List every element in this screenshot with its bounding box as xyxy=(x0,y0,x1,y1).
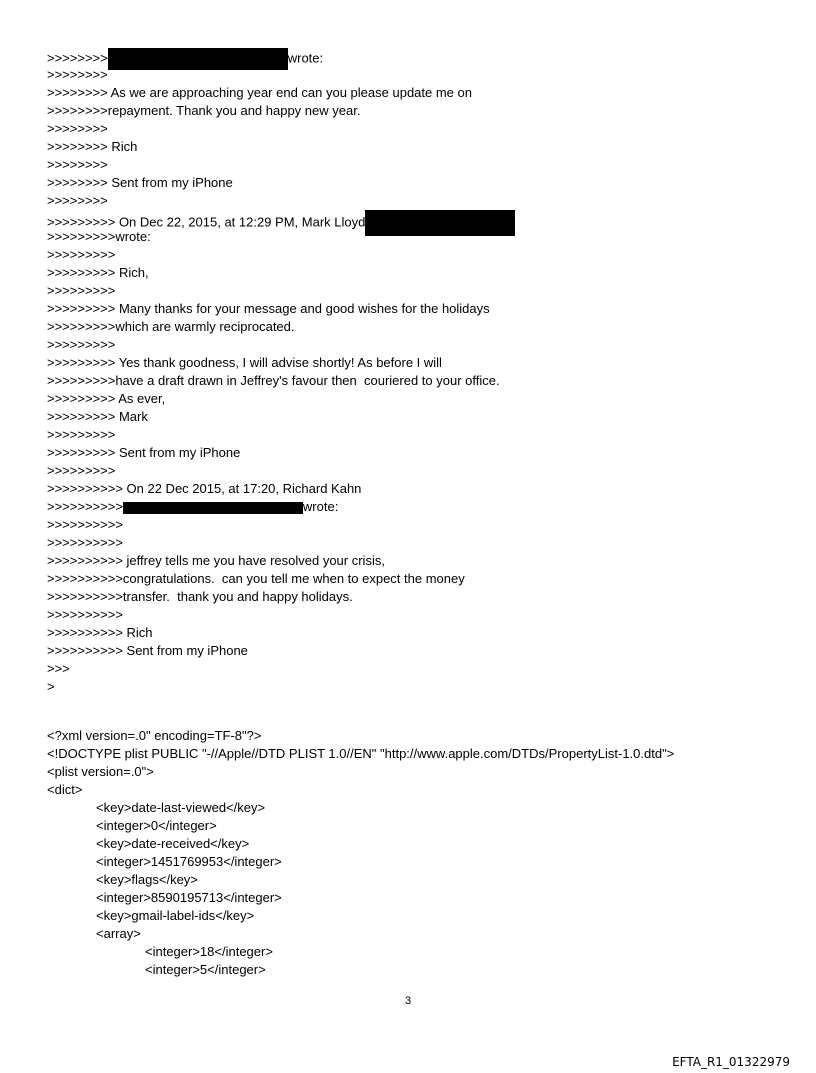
plist-line: <key>date-received</key> xyxy=(96,836,250,851)
email-line-text: >>>>>>>>> xyxy=(47,337,116,352)
email-line-text: >>>>>>>>>wrote: xyxy=(47,229,151,244)
email-line-text: >>>>>>>>> xyxy=(47,247,116,262)
bates-number: EFTA_R1_01322979 xyxy=(672,1055,790,1069)
email-line xyxy=(47,354,787,372)
email-line xyxy=(47,498,787,516)
quoted-email-thread xyxy=(47,48,787,696)
email-line-text: >>>>>>>> xyxy=(47,193,108,208)
email-line xyxy=(47,552,787,570)
email-line-text: >>>>>>>>> Rich, xyxy=(47,265,149,280)
email-line xyxy=(47,372,787,390)
plist-line: <key>date-last-viewed</key> xyxy=(96,800,266,815)
email-line-text: wrote: xyxy=(287,50,324,66)
email-line-text: >>>>>>>>>have a draft drawn in Jeffrey's favour then couriered to your office. xyxy=(47,373,500,388)
email-line-text: >>>>>>>> xyxy=(47,67,108,82)
email-line-text: >>>>>>>> xyxy=(47,50,108,66)
email-line-text: >>>>>>>>>> Rich xyxy=(47,625,153,640)
redaction-bar xyxy=(123,502,303,514)
email-line-text: >>>>>>>>repayment. Thank you and happy new year. xyxy=(47,103,361,118)
email-line xyxy=(47,408,787,426)
email-line-text: >>>>>>>>> Yes thank goodness, I will advise shortly! As before I will xyxy=(47,355,442,370)
email-line-text: >>>>>>>>> xyxy=(47,283,116,298)
email-line xyxy=(47,624,787,642)
email-line-text: >>>>>>>>>>congratulations. can you tell me when to expect the money xyxy=(47,571,465,586)
plist-line: <?xml version=.0" encoding=TF-8"?> xyxy=(47,728,262,743)
email-line xyxy=(47,678,787,696)
plist-line: <plist version=.0"> xyxy=(47,764,154,779)
email-line xyxy=(47,138,787,156)
email-line-text: >>>>>>>>>> xyxy=(47,607,123,622)
email-line xyxy=(47,174,787,192)
email-line-text: >>>>>>>> xyxy=(47,121,108,136)
plist-line: <integer>5</integer> xyxy=(145,962,266,977)
email-line-text: >>>>>>>> Rich xyxy=(47,139,138,154)
email-line xyxy=(47,570,787,588)
email-line-text: >>>>>>>>> Sent from my iPhone xyxy=(47,445,241,460)
email-line xyxy=(47,120,787,138)
email-line xyxy=(47,444,787,462)
email-line xyxy=(47,192,787,210)
email-line xyxy=(47,534,787,552)
email-line-text: >>>>>>>> xyxy=(47,157,108,172)
email-line-text: >>>>>>>>> xyxy=(47,427,116,442)
email-line xyxy=(47,318,787,336)
plist-line: <integer>0</integer> xyxy=(96,818,217,833)
email-line xyxy=(47,588,787,606)
plist-line: <integer>1451769953</integer> xyxy=(96,854,282,869)
email-line xyxy=(47,336,787,354)
email-line-text: >>>>>>>>>which are warmly reciprocated. xyxy=(47,319,295,334)
email-line xyxy=(47,102,787,120)
email-line-text: >>>>>>>>> On Dec 22, 2015, at 12:29 PM, Mark Lloyd xyxy=(47,214,366,230)
plist-line: <array> xyxy=(96,926,141,941)
email-line xyxy=(47,480,787,498)
email-line xyxy=(47,390,787,408)
email-line xyxy=(47,228,787,246)
email-line xyxy=(47,48,787,66)
email-line xyxy=(47,660,787,678)
email-line-text: >>>>>>>>> As ever, xyxy=(47,391,166,406)
plist-line: <key>flags</key> xyxy=(96,872,198,887)
email-line-text: >>>>>>>>>> xyxy=(47,535,123,550)
email-line xyxy=(47,516,787,534)
email-line-text: >>>>>>>>>> Sent from my iPhone xyxy=(47,643,248,658)
email-line xyxy=(47,606,787,624)
email-line xyxy=(47,282,787,300)
plist-line: <integer>18</integer> xyxy=(145,944,273,959)
email-line xyxy=(47,246,787,264)
email-line xyxy=(47,210,787,228)
email-line xyxy=(47,642,787,660)
plist-metadata xyxy=(47,727,787,979)
email-line-text: >>>>>>>> As we are approaching year end can you please update me on xyxy=(47,85,472,100)
page-number: 3 xyxy=(404,995,412,1007)
plist-line: <key>gmail-label-ids</key> xyxy=(96,908,255,923)
plist-line: <integer>8590195713</integer> xyxy=(96,890,282,905)
email-line-text: >>>>>>>>> Many thanks for your message and good wishes for the holidays xyxy=(47,301,490,316)
email-line xyxy=(47,84,787,102)
email-line xyxy=(47,66,787,84)
email-line-text: >>>>>>>>>> On 22 Dec 2015, at 17:20, Richard Kahn xyxy=(47,481,362,496)
email-line-text: >>>>>>>>>>transfer. thank you and happy holidays. xyxy=(47,589,353,604)
email-line-text: >>>>>>>>>> jeffrey tells me you have resolved your crisis, xyxy=(47,553,385,568)
email-line xyxy=(47,462,787,480)
email-line xyxy=(47,426,787,444)
plist-line: <dict> xyxy=(47,782,83,797)
email-line xyxy=(47,264,787,282)
email-line-text: >>>>>>>>>> xyxy=(47,499,123,514)
email-line-text: > xyxy=(47,679,55,694)
email-line-text: >>>>>>>> Sent from my iPhone xyxy=(47,175,233,190)
email-line-text: >>> xyxy=(47,661,70,676)
email-line-text: >>>>>>>>> Mark xyxy=(47,409,148,424)
email-line-text: >>>>>>>>>> xyxy=(47,517,123,532)
plist-line: <!DOCTYPE plist PUBLIC "-//Apple//DTD PLIST 1.0//EN" "http://www.apple.com/DTDs/PropertyList-1.0.dtd"> xyxy=(47,746,675,761)
email-line xyxy=(47,156,787,174)
email-line-text: >>>>>>>>> xyxy=(47,463,116,478)
email-line-text: wrote: xyxy=(302,499,339,514)
email-line xyxy=(47,300,787,318)
